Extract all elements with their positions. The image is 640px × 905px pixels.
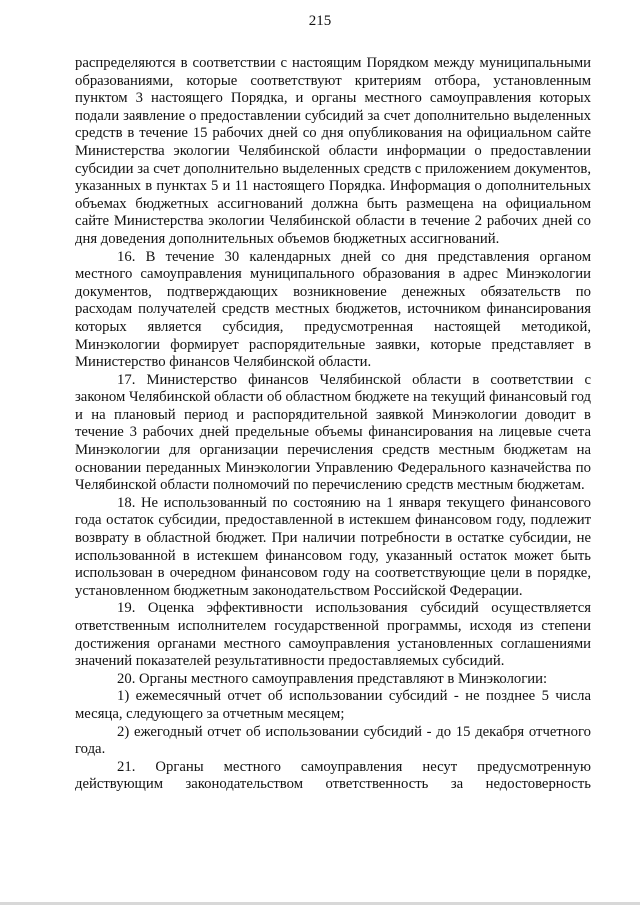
paragraph-18: 18. Не использованный по состоянию на 1 января текущего финансового года остаток субсидии, предоставленной в истекшем финансовом году, подлежит возврату в областной бюджет. При наличии потребности в остатке субсидии, не использованной в истекшем финансовом году, указанный остаток может быть использован в очередном финансовом году на соответствующие цели в порядке, установленном бюджетным законодательством Российской Федерации.: [75, 494, 591, 599]
paragraph-20: 20. Органы местного самоуправления представляют в Минэкологии:: [117, 670, 548, 687]
paragraph-19: 19. Оценка эффективности использования субсидий осуществляется ответственным исполнителем государственной программы, исходя из степени достижения органами местного самоуправления установленных соглашениями значений показателей результативности предоставляемых субсидий.: [75, 600, 591, 670]
page-number: 215: [308, 13, 332, 29]
document-body: [75, 55, 591, 794]
paragraph-21: 21. Органы местного самоуправления несут предусмотренную действующим законодательством ответственность за недостоверность: [75, 758, 591, 793]
list-item-2: 2) ежегодный отчет об использовании субсидий - до 15 декабря отчетного года.: [75, 723, 591, 758]
paragraph-17: 17. Министерство финансов Челябинской области в соответствии с законом Челябинской области об областном бюджете на текущий финансовый год и на плановый период и распорядительной заявкой Минэкологии доводит в течение 3 рабочих дней предельные объемы финансирования на лицевые счета Минэкологии для организации перечисления средств местным бюджетам на основании переданных Минэкологии Управлению Федерального казначейства по Челябинской области полномочий по перечислению средств местным бюджетам.: [75, 371, 591, 494]
paragraph-continuation: распределяются в соответствии с настоящим Порядком между муниципальными образованиями, которые соответствуют критериям отбора, установленным пунктом 3 настоящего Порядка, и органы местного самоуправления которых подали заявление о предоставлении субсидий за счет дополнительно выделенных средств в течение 15 рабочих дней со дня опубликования на официальном сайте Министерства экологии Челябинской области информации о предоставлении субсидии за счет дополнительно выделенных средств с приложением документов, указанных в пунктах 5 и 11 настоящего Порядка. Информация о дополнительных объемах бюджетных ассигнований должна быть размещена на официальном сайте Министерства экологии Челябинской области в течение 2 рабочих дней со дня доведения дополнительных объемов бюджетных ассигнований.: [75, 55, 591, 247]
list-item-1: 1) ежемесячный отчет об использовании субсидий - не позднее 5 числа месяца, следующего за отчетным месяцем;: [75, 688, 591, 722]
paragraph-16: 16. В течение 30 календарных дней со дня представления органом местного самоуправления муниципального образования в адрес Минэкологии документов, подтверждающих возникновение денежных обязательств по расходам получателей средств местных бюджетов, источником финансирования которых является субсидия, предусмотренная настоящей методикой, Минэкологии формирует распорядительные заявки, которые представляет в Министерство финансов Челябинской области.: [75, 248, 591, 371]
